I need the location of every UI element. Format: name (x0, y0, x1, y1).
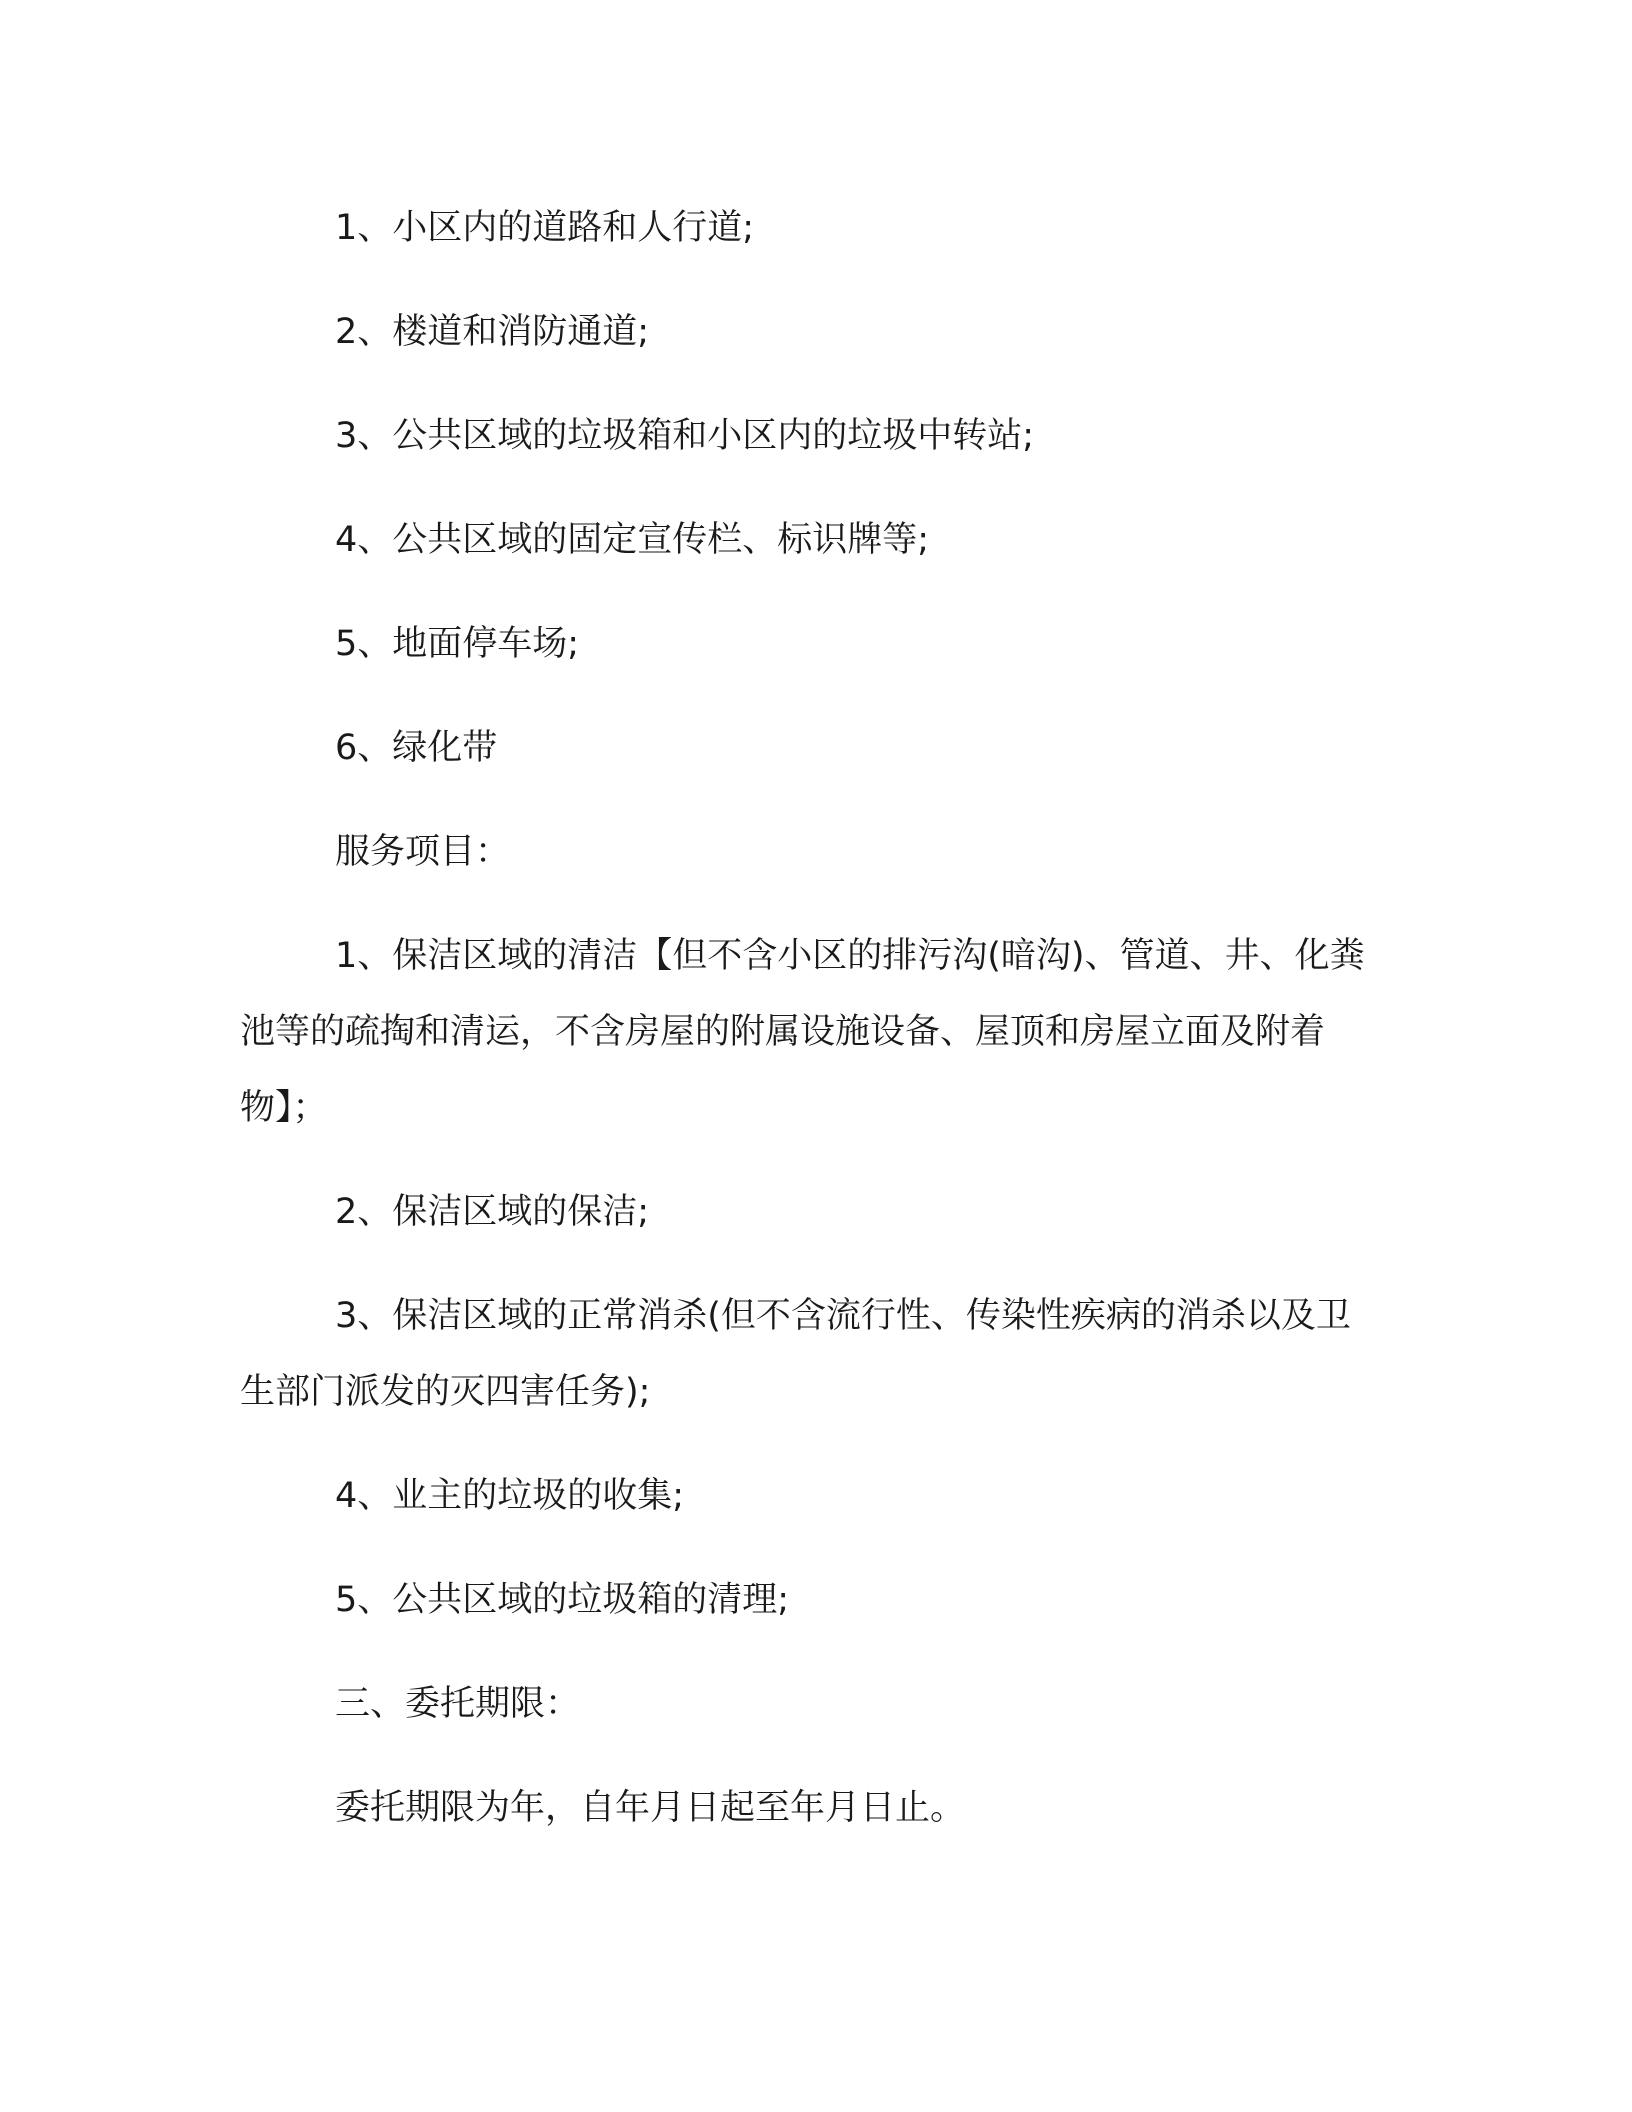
paragraph-area-6: 6、绿化带 (335, 728, 498, 768)
paragraph-service-2: 2、保洁区域的保洁; (335, 1192, 650, 1232)
paragraph-area-3: 3、公共区域的垃圾箱和小区内的垃圾中转站; (335, 416, 1035, 456)
paragraph-service-4: 4、业主的垃圾的收集; (335, 1476, 685, 1516)
paragraph-service-3: 3、保洁区域的正常消杀(但不含流行性、传染性疾病的消杀以及卫生部门派发的灭四害任务); (240, 1296, 1351, 1412)
paragraph-term: 委托期限为年，自年月日起至年月日止。 (335, 1788, 966, 1828)
paragraph-service-5: 5、公共区域的垃圾箱的清理; (335, 1580, 790, 1620)
paragraph-area-4: 4、公共区域的固定宣传栏、标识牌等; (335, 520, 930, 560)
paragraph-area-5: 5、地面停车场; (335, 624, 580, 664)
section-heading-service-items: 服务项目： (335, 832, 511, 872)
document-body (240, 190, 1380, 1874)
section-heading-term: 三、委托期限： (335, 1684, 581, 1724)
paragraph-area-1: 1、小区内的道路和人行道; (335, 208, 755, 248)
paragraph-service-1: 1、保洁区域的清洁【但不含小区的排污沟(暗沟)、管道、井、化粪池等的疏掏和清运，不含房屋的附属设施设备、屋顶和房屋立面及附着物】； (240, 936, 1365, 1128)
paragraph-area-2: 2、楼道和消防通道; (335, 312, 650, 352)
